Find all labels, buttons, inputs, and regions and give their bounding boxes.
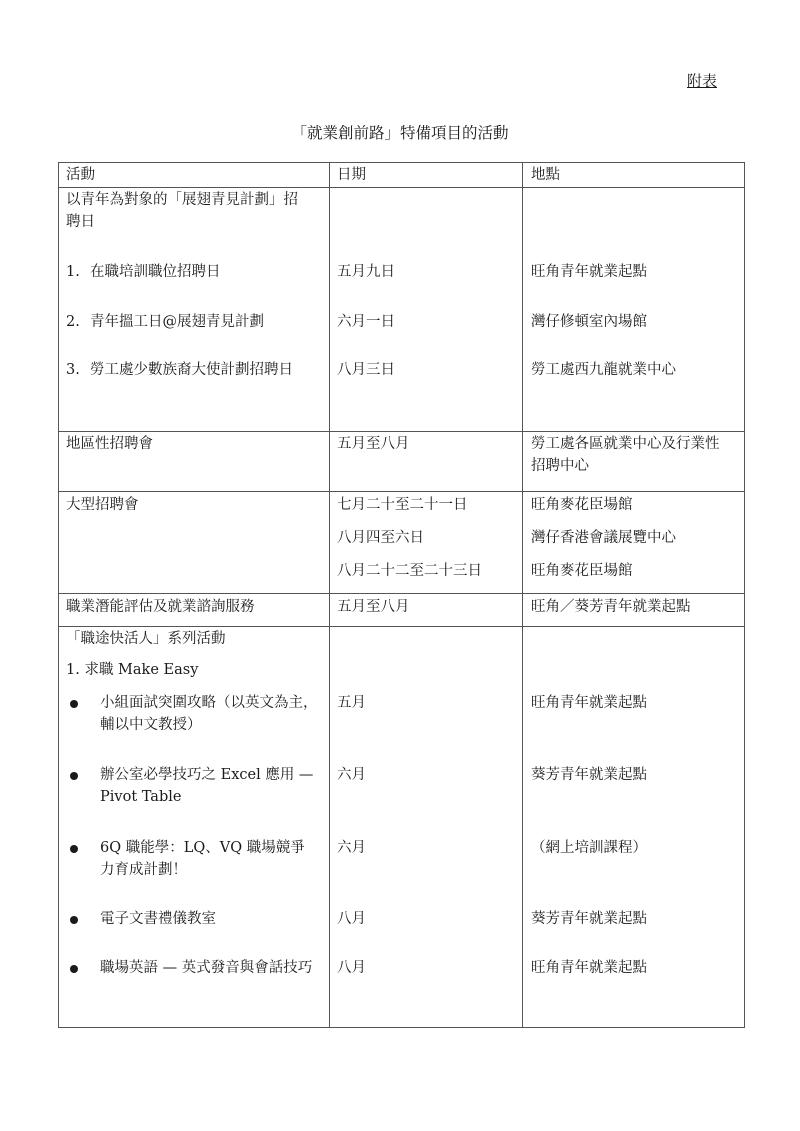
column-divider xyxy=(329,163,330,1027)
activity-cell: 職業潛能評估及就業諮詢服務 xyxy=(66,599,255,615)
activity-cell: 小組面試突圍攻略（以英文為主，輔以中文教授） xyxy=(100,695,318,733)
date-cell: 七月二十至二十一日 xyxy=(337,497,468,513)
activity-cell: 青年搵工日@展翅青見計劃 xyxy=(90,314,264,330)
venue-cell: 旺角麥花臣場館 xyxy=(531,563,633,579)
date-cell: 六月一日 xyxy=(337,314,395,330)
annex-label: 附表 xyxy=(687,72,718,90)
activity-cell: 在職培訓職位招聘日 xyxy=(90,264,221,280)
activity-cell: 大型招聘會 xyxy=(66,497,139,513)
row-divider xyxy=(59,431,744,432)
venue-cell: 旺角青年就業起點 xyxy=(531,695,647,711)
date-cell: 八月三日 xyxy=(337,362,395,378)
row-divider xyxy=(59,187,744,188)
item-number: 2. xyxy=(66,314,80,330)
date-cell: 五月 xyxy=(337,695,366,711)
header-venue: 地點 xyxy=(531,167,560,183)
venue-cell: （網上培訓課程） xyxy=(531,840,647,856)
activity-cell: 電子文書禮儀教室 xyxy=(100,911,216,927)
row-divider xyxy=(59,491,744,492)
date-cell: 六月 xyxy=(337,767,366,783)
date-cell: 八月 xyxy=(337,960,366,976)
activities-table xyxy=(58,162,745,1028)
activity-cell: 辦公室必學技巧之 Excel 應用 — Pivot Table xyxy=(100,767,314,805)
date-cell: 五月九日 xyxy=(337,264,395,280)
activity-cell: 地區性招聘會 xyxy=(66,436,153,452)
section-title: 以青年為對象的「展翅青見計劃」招聘日 xyxy=(66,192,298,230)
bullet-icon xyxy=(70,916,78,924)
row-divider xyxy=(59,593,744,594)
section-title: 「職途快活人」系列活動 xyxy=(66,631,226,647)
date-cell: 八月二十二至二十三日 xyxy=(337,563,482,579)
venue-cell: 旺角青年就業起點 xyxy=(531,960,647,976)
column-divider xyxy=(522,163,523,1027)
venue-cell: 葵芳青年就業起點 xyxy=(531,911,647,927)
row-divider xyxy=(59,626,744,627)
section-subtitle: 1. 求職 Make Easy xyxy=(66,662,199,678)
date-cell: 六月 xyxy=(337,840,366,856)
activity-cell: 職場英語 — 英式發音與會話技巧 xyxy=(100,960,313,976)
venue-cell: 勞工處各區就業中心及行業性招聘中心 xyxy=(531,436,720,474)
venue-cell: 旺角／葵芳青年就業起點 xyxy=(531,599,691,615)
date-cell: 五月至八月 xyxy=(337,599,410,615)
venue-cell: 旺角青年就業起點 xyxy=(531,264,647,280)
venue-cell: 旺角麥花臣場館 xyxy=(531,497,633,513)
item-number: 3. xyxy=(66,362,80,378)
venue-cell: 灣仔香港會議展覽中心 xyxy=(531,530,676,546)
venue-cell: 葵芳青年就業起點 xyxy=(531,767,647,783)
date-cell: 八月 xyxy=(337,911,366,927)
header-date: 日期 xyxy=(337,167,366,183)
venue-cell: 勞工處西九龍就業中心 xyxy=(531,362,676,378)
bullet-icon xyxy=(70,772,78,780)
bullet-icon xyxy=(70,700,78,708)
date-cell: 五月至八月 xyxy=(337,436,410,452)
item-number: 1. xyxy=(66,264,80,280)
header-activity: 活動 xyxy=(66,167,95,183)
document-title: 「就業創前路」特備項目的活動 xyxy=(291,124,509,142)
activity-cell: 6Q 職能學：LQ、VQ 職場競爭力育成計劃！ xyxy=(100,840,305,878)
date-cell: 八月四至六日 xyxy=(337,530,424,546)
activity-cell: 勞工處少數族裔大使計劃招聘日 xyxy=(90,362,293,378)
bullet-icon xyxy=(70,845,78,853)
venue-cell: 灣仔修頓室內場館 xyxy=(531,314,647,330)
bullet-icon xyxy=(70,965,78,973)
